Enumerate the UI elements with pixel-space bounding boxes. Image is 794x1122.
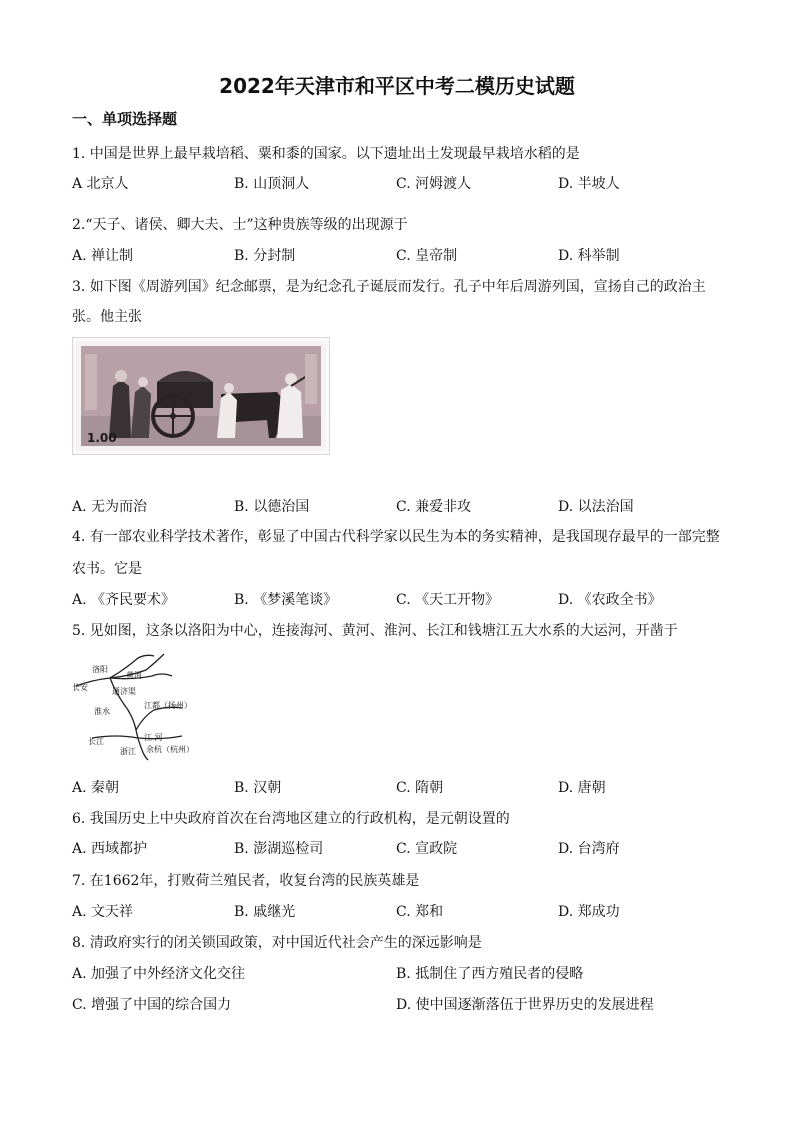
question-7-options (72, 901, 722, 921)
label-changan: 长安 (72, 683, 88, 692)
option-a: A. 文天祥 (72, 904, 134, 920)
option-b: B. 山顶洞人 (234, 176, 310, 192)
option-a: A. 无为而治 (72, 499, 148, 515)
stamp-value: 1.00 (87, 431, 117, 445)
question-4-stem-line1: 4. 有一部农业科学技术著作，彰显了中国古代科学家以民生为本的务实精神，是我国现存最早的一部完整 (72, 529, 720, 545)
option-c: C. 皇帝制 (396, 248, 458, 264)
option-b: B. 澎湖巡检司 (234, 841, 324, 857)
question-7-stem: 7. 在1662年，打败荷兰殖民者，收复台湾的民族英雄是 (72, 873, 420, 889)
section-heading: 一、单项选择题 (72, 110, 178, 128)
question-6-stem: 6. 我国历史上中央政府首次在台湾地区建立的行政机构，是元朝设置的 (72, 811, 510, 827)
option-c: C. 郑和 (396, 904, 444, 920)
option-d: D. 《农政全书》 (558, 592, 662, 608)
option-c: C. 河姆渡人 (396, 176, 472, 192)
option-a: A 北京人 (72, 176, 129, 192)
option-d: D. 台湾府 (558, 841, 620, 857)
question-4-stem-line2: 农书。它是 (72, 561, 142, 577)
option-a: A. 禅让制 (72, 248, 134, 264)
question-4-options (72, 589, 722, 609)
option-d: D. 科举制 (558, 248, 620, 264)
option-d: D. 使中国逐渐落伍于世界历史的发展进程 (396, 997, 654, 1013)
option-a: A. 西域都护 (72, 841, 148, 857)
option-c: C. 《天工开物》 (396, 592, 500, 608)
page-title: 2022年天津市和平区中考二模历史试题 (219, 74, 575, 98)
question-2-stem: 2.“天子、诸侯、卿大夫、士”这种贵族等级的出现源于 (72, 217, 408, 233)
option-a: A. 加强了中外经济文化交往 (72, 966, 246, 982)
option-c: C. 宣政院 (396, 841, 458, 857)
confucius-stamp-image (72, 337, 330, 455)
option-c: C. 兼爱非攻 (396, 499, 472, 515)
grand-canal-map (72, 650, 232, 762)
question-6-options (72, 838, 722, 858)
label-changjiang: 长江 (88, 737, 104, 746)
option-b: B. 戚继光 (234, 904, 296, 920)
option-d: D. 郑成功 (558, 904, 620, 920)
option-c: C. 隋朝 (396, 780, 444, 796)
question-2-options (72, 245, 722, 265)
label-luoyang: 洛阳 (92, 665, 108, 674)
label-tongjiqu: 通济渠 (112, 687, 136, 696)
label-zhejiang: 浙江 (120, 747, 136, 756)
label-yuhang: 余杭（杭州） (146, 745, 194, 754)
question-8-options-row2 (72, 994, 722, 1014)
option-d: D. 唐朝 (558, 780, 606, 796)
stamp-illustration (81, 346, 321, 446)
option-d: D. 以法治国 (558, 499, 634, 515)
option-b: B. 以德治国 (234, 499, 310, 515)
question-8-stem: 8. 清政府实行的闭关锁国政策，对中国近代社会产生的深远影响是 (72, 935, 482, 951)
option-b: B. 《梦溪笔谈》 (234, 592, 338, 608)
question-1-stem: 1. 中国是世界上最早栽培稻、粟和黍的国家。以下遗址出土发现最早栽培水稻的是 (72, 146, 580, 162)
question-8-options-row1 (72, 963, 722, 983)
label-jiangdu: 江都（扬州） (144, 701, 192, 710)
label-huaishui: 淮水 (94, 707, 110, 716)
option-b: B. 汉朝 (234, 780, 282, 796)
option-b: B. 抵制住了西方殖民者的侵略 (396, 966, 584, 982)
question-1-options (72, 173, 722, 193)
question-5-stem: 5. 见如图，这条以洛阳为中心，连接海河、黄河、淮河、长江和钱塘江五大水系的大运河，开凿于 (72, 623, 678, 639)
option-a: A. 《齐民要术》 (72, 592, 176, 608)
tongjiqu-line (110, 678, 136, 730)
option-d: D. 半坡人 (558, 176, 620, 192)
question-3-options (72, 496, 722, 516)
question-5-options (72, 777, 722, 797)
option-a: A. 秦朝 (72, 780, 120, 796)
option-c: C. 增强了中国的综合国力 (72, 997, 232, 1013)
question-3-stem-line1: 3. 如下图《周游列国》纪念邮票，是为纪念孔子诞辰而发行。孔子中年后周游列国，宣扬自己的政治主 (72, 279, 706, 295)
question-3-stem-line2: 张。他主张 (72, 309, 142, 325)
option-b: B. 分封制 (234, 248, 296, 264)
label-jiang-he: 江 河 (144, 733, 163, 742)
yongjiqu-line (76, 654, 164, 686)
label-huanghe: 黄河 (126, 671, 142, 680)
